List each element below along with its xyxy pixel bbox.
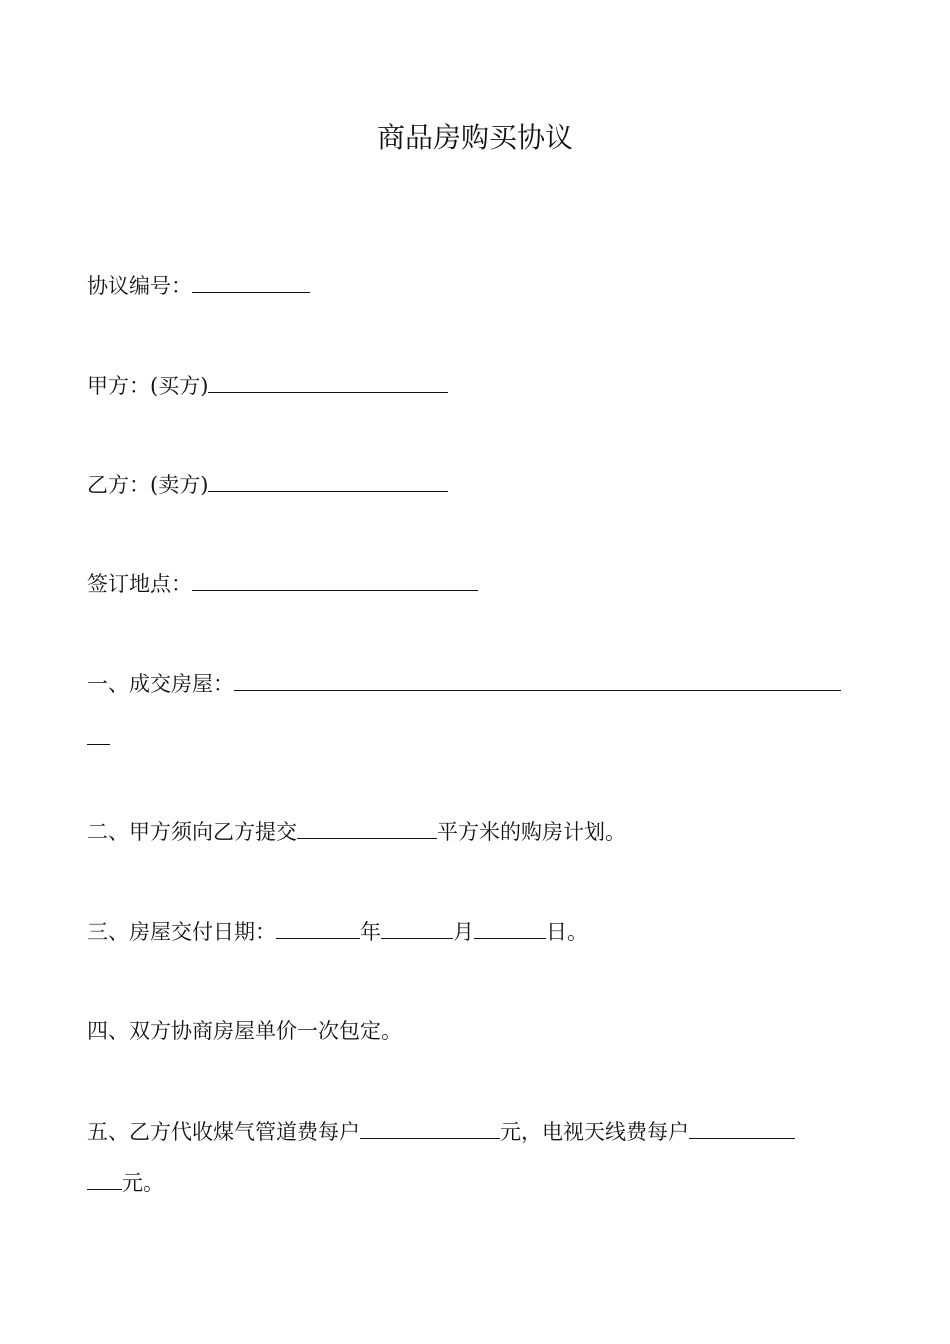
clause-2-line <box>87 816 626 847</box>
clause-1-blank[interactable] <box>234 668 841 691</box>
year-blank[interactable] <box>276 916 360 939</box>
clause-5-text-middle: 元，电视天线费每户 <box>500 1120 689 1144</box>
clause-2-area-blank[interactable] <box>297 816 437 839</box>
agreement-number-blank[interactable] <box>192 270 310 293</box>
agreement-number-label: 协议编号： <box>87 274 192 298</box>
party-b-label: 乙方：(卖方) <box>87 473 209 497</box>
day-label: 日。 <box>546 920 588 944</box>
party-a-label: 甲方：(买方) <box>87 374 209 398</box>
clause-5-text-start: 五、乙方代收煤气管道费每户 <box>87 1120 360 1144</box>
party-a-line <box>87 370 448 401</box>
signing-place-label: 签订地点： <box>87 572 192 596</box>
clause-4-text: 四、双方协商房屋单价一次包定。 <box>87 1019 402 1043</box>
party-b-blank[interactable] <box>208 469 448 492</box>
gas-fee-blank[interactable] <box>360 1116 500 1139</box>
clause-1-line-continued <box>87 722 110 753</box>
clause-3-label: 三、房屋交付日期： <box>87 920 276 944</box>
month-label: 月 <box>453 920 474 944</box>
clause-3-line <box>87 916 588 947</box>
clause-2-text-start: 二、甲方须向乙方提交 <box>87 820 297 844</box>
tv-fee-blank[interactable] <box>689 1116 795 1139</box>
party-b-line <box>87 469 448 500</box>
clause-5-text-end: 元。 <box>122 1171 164 1195</box>
signing-place-blank[interactable] <box>192 568 478 591</box>
clause-1-label: 一、成交房屋： <box>87 672 234 696</box>
party-a-blank[interactable] <box>208 370 448 393</box>
clause-1-blank-continued[interactable] <box>87 722 110 745</box>
clause-4-line <box>87 1016 402 1046</box>
agreement-number-line <box>87 270 310 301</box>
clause-5-line <box>87 1116 795 1147</box>
month-blank[interactable] <box>381 916 453 939</box>
year-label: 年 <box>360 920 381 944</box>
tv-fee-blank-continued[interactable] <box>87 1167 122 1190</box>
clause-2-text-end: 平方米的购房计划。 <box>437 820 626 844</box>
signing-place-line <box>87 568 478 599</box>
clause-1-line <box>87 668 841 699</box>
clause-5-line-continued <box>87 1167 164 1198</box>
document-title: 商品房购买协议 <box>376 121 573 154</box>
day-blank[interactable] <box>474 916 546 939</box>
